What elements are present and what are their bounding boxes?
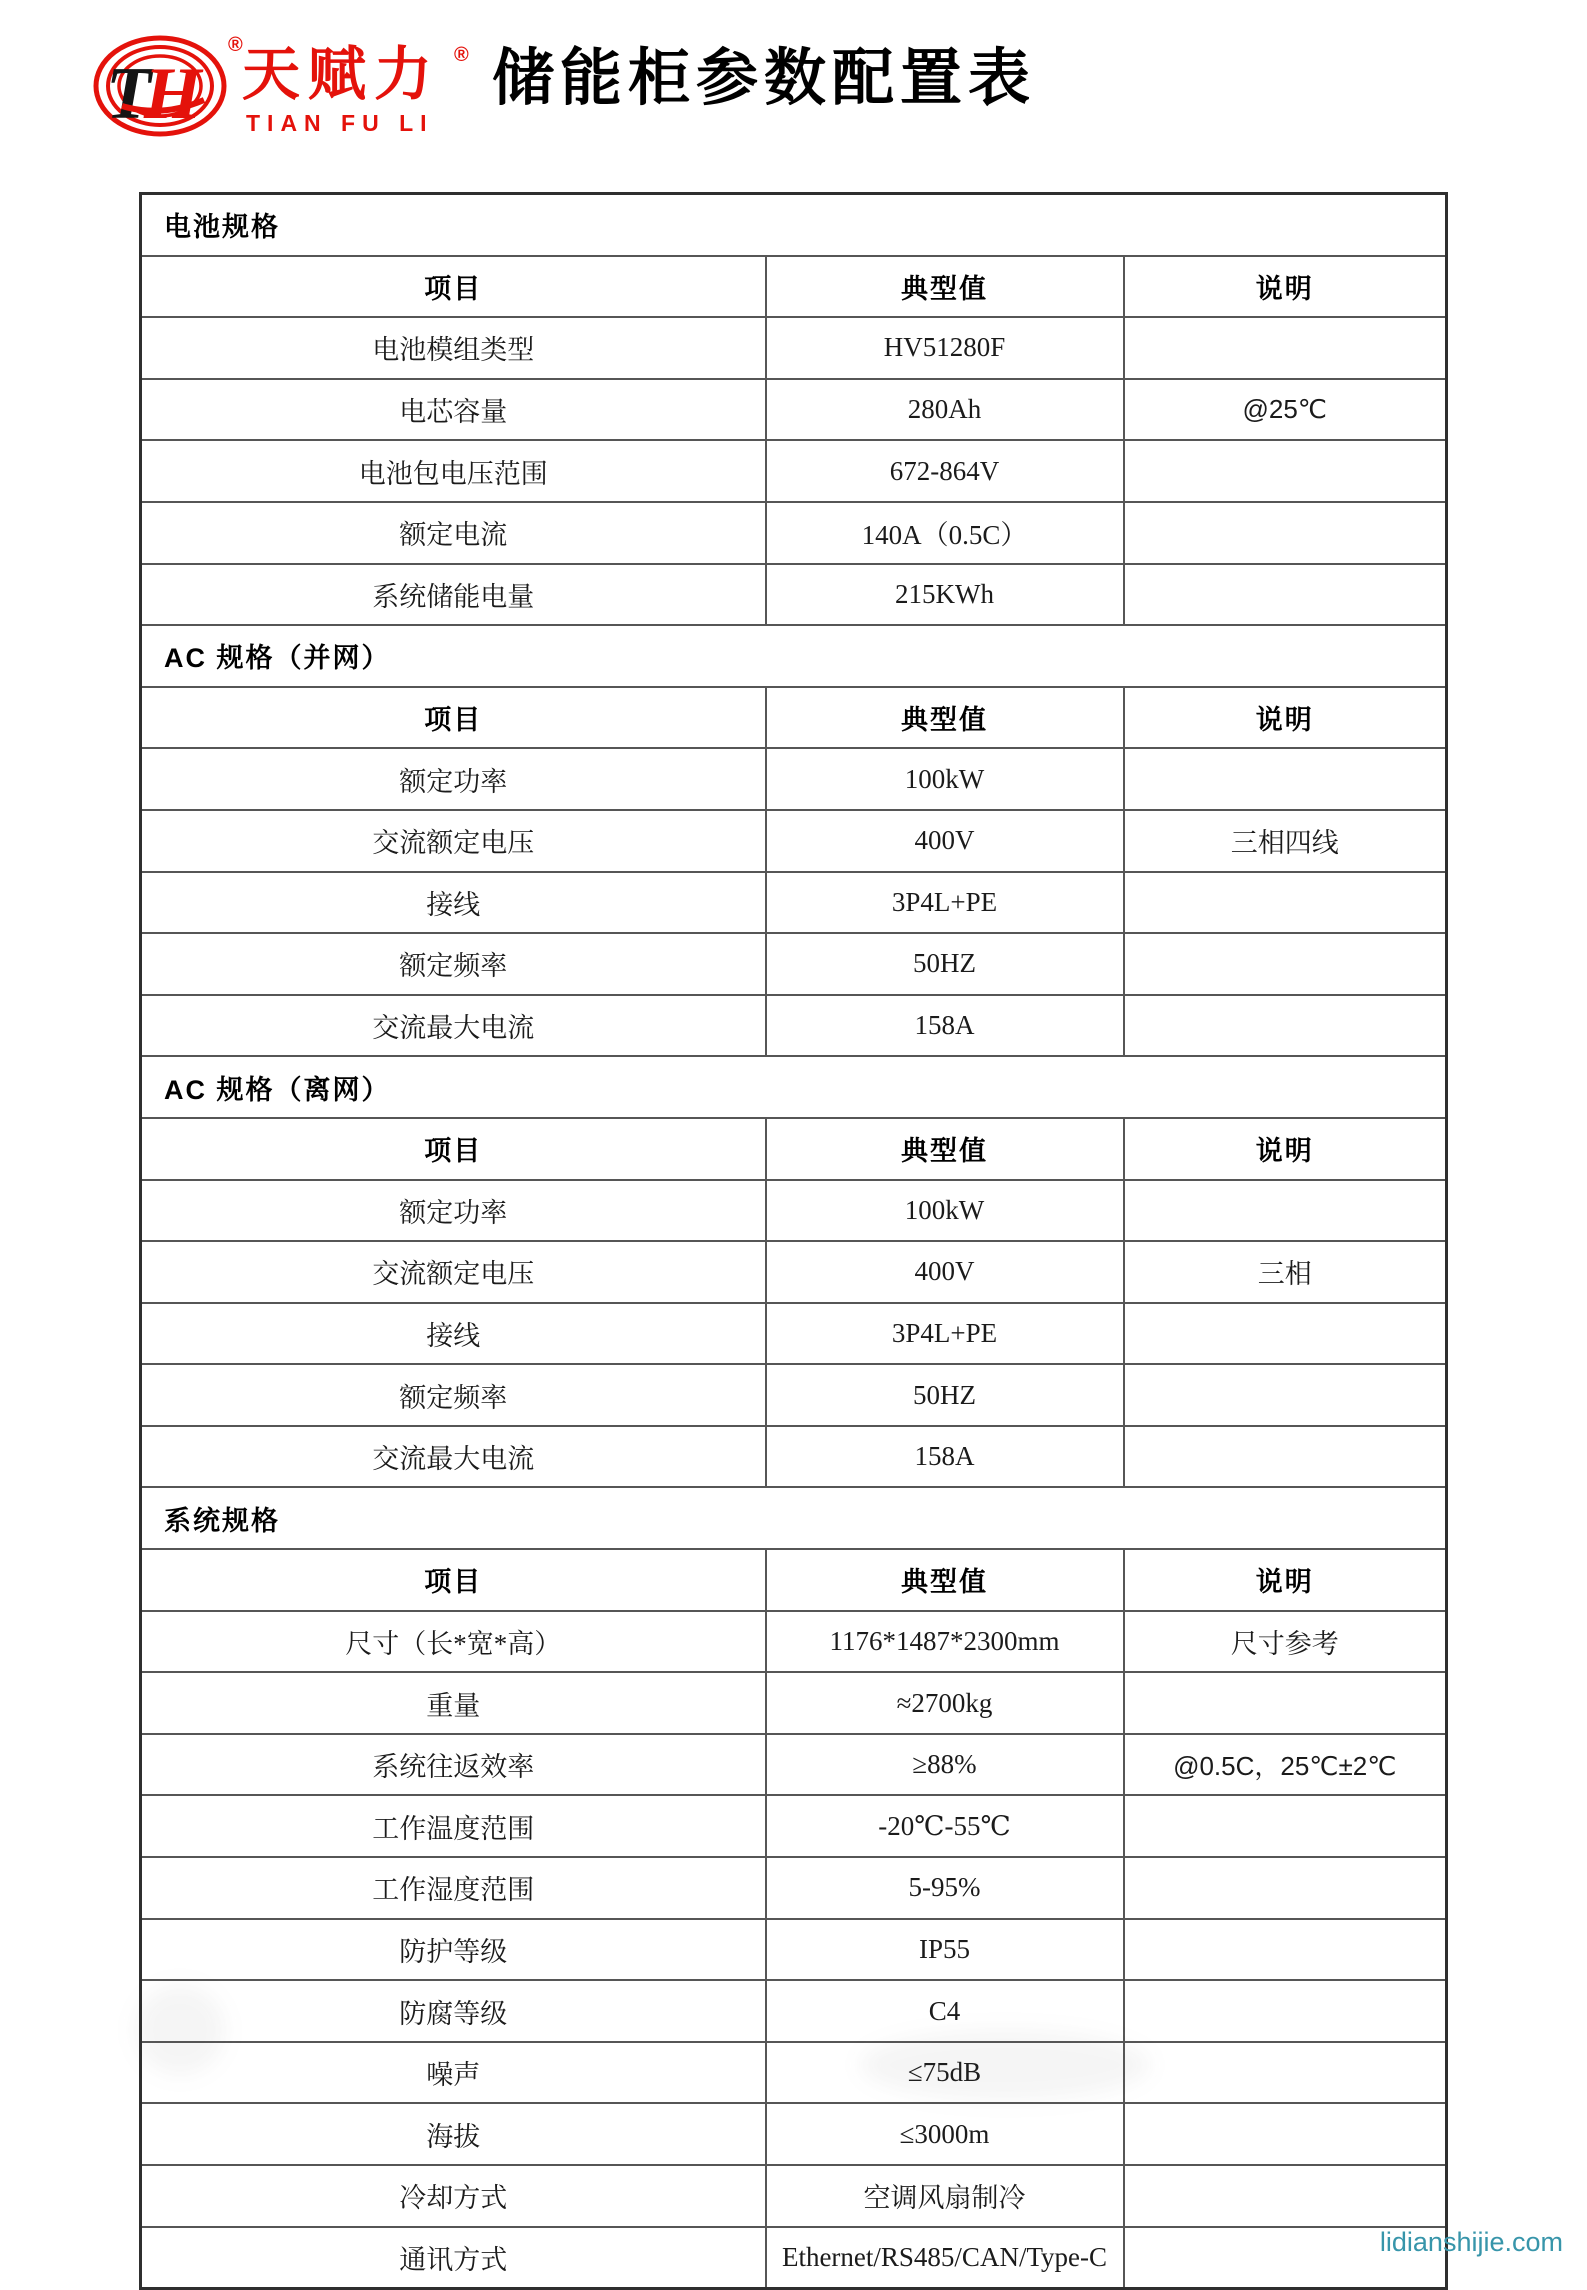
table-row xyxy=(141,1857,1447,1919)
cell-note xyxy=(1124,748,1447,810)
table-row xyxy=(141,1364,1447,1426)
table-row xyxy=(141,1919,1447,1981)
cell-item: 系统储能电量 xyxy=(141,564,766,626)
cell-item: 额定功率 xyxy=(141,1180,766,1242)
col-header-item: 项目 xyxy=(141,256,766,318)
cell-value: Ethernet/RS485/CAN/Type-C xyxy=(766,2227,1124,2289)
cell-item: 交流最大电流 xyxy=(141,995,766,1057)
table-row xyxy=(141,317,1447,379)
cell-value: 1176*1487*2300mm xyxy=(766,1611,1124,1673)
cell-value: C4 xyxy=(766,1980,1124,2042)
table-row xyxy=(141,1795,1447,1857)
brand-name-en: TIAN FU LI xyxy=(246,110,434,136)
cell-note xyxy=(1124,1364,1447,1426)
cell-value: 100kW xyxy=(766,748,1124,810)
cell-item: 交流最大电流 xyxy=(141,1426,766,1488)
cell-note xyxy=(1124,1857,1447,1919)
table-header-row xyxy=(141,256,1447,318)
brand-logo-rings-icon xyxy=(92,34,232,138)
cell-item: 电池模组类型 xyxy=(141,317,766,379)
table-row xyxy=(141,933,1447,995)
cell-note: @0.5C，25℃±2℃ xyxy=(1124,1734,1447,1796)
cell-note xyxy=(1124,1795,1447,1857)
cell-note xyxy=(1124,1426,1447,1488)
cell-item: 工作温度范围 xyxy=(141,1795,766,1857)
cell-note xyxy=(1124,1980,1447,2042)
cell-value: 158A xyxy=(766,1426,1124,1488)
section-title: 电池规格 xyxy=(141,194,1447,256)
cell-value: 400V xyxy=(766,1241,1124,1303)
table-header-row xyxy=(141,687,1447,749)
table-row xyxy=(141,2165,1447,2227)
cell-item: 重量 xyxy=(141,1672,766,1734)
cell-note: @25℃ xyxy=(1124,379,1447,441)
section-row xyxy=(141,1056,1447,1118)
table-row xyxy=(141,440,1447,502)
section-row xyxy=(141,1487,1447,1549)
cell-value: ≤75dB xyxy=(766,2042,1124,2104)
brand-name-cn: 天赋力 xyxy=(242,42,441,107)
cell-item: 冷却方式 xyxy=(141,2165,766,2227)
col-header-value: 典型值 xyxy=(766,256,1124,318)
cell-value: 400V xyxy=(766,810,1124,872)
cell-value: 5-95% xyxy=(766,1857,1124,1919)
cell-value: 672-864V xyxy=(766,440,1124,502)
col-header-item: 项目 xyxy=(141,1118,766,1180)
svg-text:T: T xyxy=(106,53,152,135)
table-row xyxy=(141,748,1447,810)
table-row xyxy=(141,1303,1447,1365)
footer-link[interactable]: lidianshijie.com xyxy=(1379,2227,1563,2257)
cell-note xyxy=(1124,2165,1447,2227)
cell-value: 140A（0.5C） xyxy=(766,502,1124,564)
cell-item: 额定频率 xyxy=(141,933,766,995)
cell-note xyxy=(1124,2042,1447,2104)
cell-note xyxy=(1124,872,1447,934)
cell-item: 防腐等级 xyxy=(141,1980,766,2042)
table-row xyxy=(141,1180,1447,1242)
col-header-item: 项目 xyxy=(141,1549,766,1611)
table-row xyxy=(141,2103,1447,2165)
cell-note xyxy=(1124,933,1447,995)
cell-item: 电池包电压范围 xyxy=(141,440,766,502)
cell-item: 系统往返效率 xyxy=(141,1734,766,1796)
cell-item: 防护等级 xyxy=(141,1919,766,1981)
col-header-note: 说明 xyxy=(1124,1549,1447,1611)
cell-item: 通讯方式 xyxy=(141,2227,766,2289)
scan-artifact xyxy=(135,1985,225,2075)
cell-value: HV51280F xyxy=(766,317,1124,379)
col-header-value: 典型值 xyxy=(766,1118,1124,1180)
cell-item: 额定功率 xyxy=(141,748,766,810)
table-row xyxy=(141,1980,1447,2042)
page-title: 储能柜参数配置表 xyxy=(492,44,1037,113)
cell-note xyxy=(1124,564,1447,626)
cell-note: 尺寸参考 xyxy=(1124,1611,1447,1673)
cell-note xyxy=(1124,1303,1447,1365)
table-row xyxy=(141,810,1447,872)
table-row xyxy=(141,379,1447,441)
cell-item: 交流额定电压 xyxy=(141,810,766,872)
registered-mark-icon: ® xyxy=(228,34,243,56)
cell-value: 50HZ xyxy=(766,1364,1124,1426)
col-header-value: 典型值 xyxy=(766,1549,1124,1611)
col-header-note: 说明 xyxy=(1124,1118,1447,1180)
col-header-note: 说明 xyxy=(1124,256,1447,318)
cell-value: 空调风扇制冷 xyxy=(766,2165,1124,2227)
cell-item: 电芯容量 xyxy=(141,379,766,441)
cell-value: 50HZ xyxy=(766,933,1124,995)
cell-value: 100kW xyxy=(766,1180,1124,1242)
cell-note xyxy=(1124,440,1447,502)
cell-value: 280Ah xyxy=(766,379,1124,441)
cell-note xyxy=(1124,1919,1447,1981)
cell-value: 215KWh xyxy=(766,564,1124,626)
cell-item: 接线 xyxy=(141,1303,766,1365)
spec-table xyxy=(139,192,1448,2290)
cell-note: 三相 xyxy=(1124,1241,1447,1303)
table-row xyxy=(141,564,1447,626)
cell-item: 额定电流 xyxy=(141,502,766,564)
table-row xyxy=(141,872,1447,934)
cell-note xyxy=(1124,502,1447,564)
table-row xyxy=(141,502,1447,564)
cell-item: 额定频率 xyxy=(141,1364,766,1426)
registered-mark-icon: ® xyxy=(454,44,469,66)
table-row xyxy=(141,1611,1447,1673)
cell-item: 接线 xyxy=(141,872,766,934)
cell-value: ≈2700kg xyxy=(766,1672,1124,1734)
svg-text:H: H xyxy=(144,53,202,135)
scan-artifact xyxy=(860,2030,1150,2100)
table-row xyxy=(141,1241,1447,1303)
cell-value: ≥88% xyxy=(766,1734,1124,1796)
col-header-item: 项目 xyxy=(141,687,766,749)
table-row xyxy=(141,995,1447,1057)
cell-value: 3P4L+PE xyxy=(766,872,1124,934)
cell-note xyxy=(1124,1180,1447,1242)
table-row xyxy=(141,2227,1447,2289)
cell-note xyxy=(1124,1672,1447,1734)
cell-item: 海拔 xyxy=(141,2103,766,2165)
cell-note xyxy=(1124,317,1447,379)
section-title: AC 规格（并网） xyxy=(141,625,1447,687)
cell-note xyxy=(1124,995,1447,1057)
table-header-row xyxy=(141,1549,1447,1611)
cell-value: -20℃-55℃ xyxy=(766,1795,1124,1857)
section-row xyxy=(141,625,1447,687)
cell-value: ≤3000m xyxy=(766,2103,1124,2165)
cell-item: 噪声 xyxy=(141,2042,766,2104)
cell-value: 158A xyxy=(766,995,1124,1057)
table-row xyxy=(141,1426,1447,1488)
cell-value: 3P4L+PE xyxy=(766,1303,1124,1365)
section-title: 系统规格 xyxy=(141,1487,1447,1549)
cell-value: IP55 xyxy=(766,1919,1124,1981)
table-row xyxy=(141,1734,1447,1796)
col-header-value: 典型值 xyxy=(766,687,1124,749)
cell-item: 尺寸（长*宽*高） xyxy=(141,1611,766,1673)
cell-item: 交流额定电压 xyxy=(141,1241,766,1303)
cell-note xyxy=(1124,2103,1447,2165)
table-header-row xyxy=(141,1118,1447,1180)
table-row xyxy=(141,2042,1447,2104)
section-row xyxy=(141,194,1447,256)
table-row xyxy=(141,1672,1447,1734)
cell-item: 工作湿度范围 xyxy=(141,1857,766,1919)
col-header-note: 说明 xyxy=(1124,687,1447,749)
cell-note: 三相四线 xyxy=(1124,810,1447,872)
section-title: AC 规格（离网） xyxy=(141,1056,1447,1118)
